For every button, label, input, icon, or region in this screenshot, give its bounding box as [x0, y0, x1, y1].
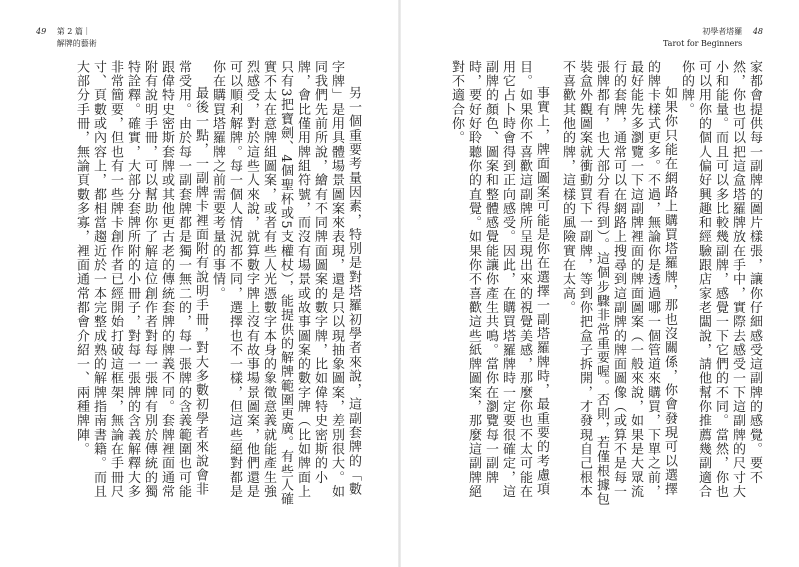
- chapter-title: 解牌的藝術: [56, 39, 97, 48]
- paragraph: 家都會提供每一副牌的圖片樣張，讓你仔細感受這副牌的感覺。要不然，你也可以把這盒塔羅牌放在手中，實際去感受一下這副牌的尺寸大小和能量。而且可以多比較幾副牌，感覺一下它們的不同。當然，你也可以用你的個人偏好興趣和經驗跟店家老闆說，請他幫你推薦幾副適合你的牌。: [679, 60, 762, 499]
- paragraph: 如果你只能在網路上購買塔羅牌，那也沒關係，你會發現可以選擇的牌卡樣式更多。不過，無論你是透過哪一個管道來購買，下單之前，最好能先多瀏覽一下這副牌裡面的牌面圖案（一般來說，如果是大眾流行的套牌，通常可以在網路上搜尋到這副牌的牌面圖像（或算不是每一張牌都有，也大部分看得到）。這個步驟非常重要喔。否則，若僅根據包裝盒外觀圖案就衝動買下一副牌，等到你把盒子拆開，才發現自己根本不喜歡其他的牌，這樣的風險實在太高。: [560, 60, 677, 507]
- chapter-label: 第 2 篇｜: [56, 27, 91, 36]
- left-page-number: 49: [36, 27, 47, 36]
- paragraph: 最後一點，一副牌卡裡面附有說明手冊，對大多數初學者來說會非常受用。由於每一副套牌都是獨一無二的，每一張牌的含義範圍也可能跟偉特史密斯套牌或其他更古老的傳統套牌的牌義不同。套牌裡面通常附有說明手冊，可以幫助你了解這位創作者對每一張牌有別於傳統的獨特詮釋。確實，大部分套牌所附的小冊子，對每一張牌的含義解釋大多非常簡要，但也有一些牌卡創作者已經開始打破這框架，無論在手冊尺寸、頁數或內容上，都相當趨近於一本完整成熟的解牌指南書籍。而且大部分手冊，無論頁數多寡，裡面通常都會介紹一、兩種牌陣。: [74, 60, 208, 499]
- right-page-number: 48: [752, 27, 763, 36]
- left-page-header: [28, 26, 97, 50]
- book-title-en: Tarot for Beginners: [662, 39, 743, 48]
- book-title-zh: 初學者塔羅: [702, 27, 743, 36]
- left-page-body: [74, 60, 362, 510]
- right-page-header: [663, 26, 771, 50]
- paragraph: 另一個重要考量因素，特別是對塔羅初學者來說，這副套牌的「數字牌」是用具體場景圖案來表現，還是只以現抽象圖案，差別很大。如同我們先前所說，繪有不同牌面圖案的數字牌，比如偉特史密斯的小牌，會比僅用牌組符號，而沒有場景或故事圖案的數字牌（比如牌面上只有3把寶劍、4個聖杯或5支權杖），能提供的解牌範圍更廣。有些人確實不太在意牌組圖案，或者有些人光憑數字本身的象徵意義就能產生強烈感受，對於這些人來說，就算數字牌上沒有故事場景圖案，他們還是可以順利解牌。每一個人情況都不同，選擇也不一樣，但這些絕對都是你在購買塔羅牌之前需要考量的事情。: [210, 60, 361, 507]
- book-gutter: [398, 0, 401, 567]
- paragraph: 事實上，牌面圖案可能是你在選擇一副塔羅牌時，最重要的考慮項目。如果你不喜歡這副牌所呈現出來的視覺美感，那麼你也不太可能在用它占卜時會得到正向感受。因此，在購買塔羅牌時一定要很確定，這副牌的顏色、圖案和整體感覺能讓你產生共鳴。當你在瀏覽每一副牌時，要好好聆聽你的直覺。如果你不喜歡這些紙牌圖案，那麼這副牌絕對不適合你。: [449, 60, 549, 499]
- right-page-body: [433, 60, 763, 510]
